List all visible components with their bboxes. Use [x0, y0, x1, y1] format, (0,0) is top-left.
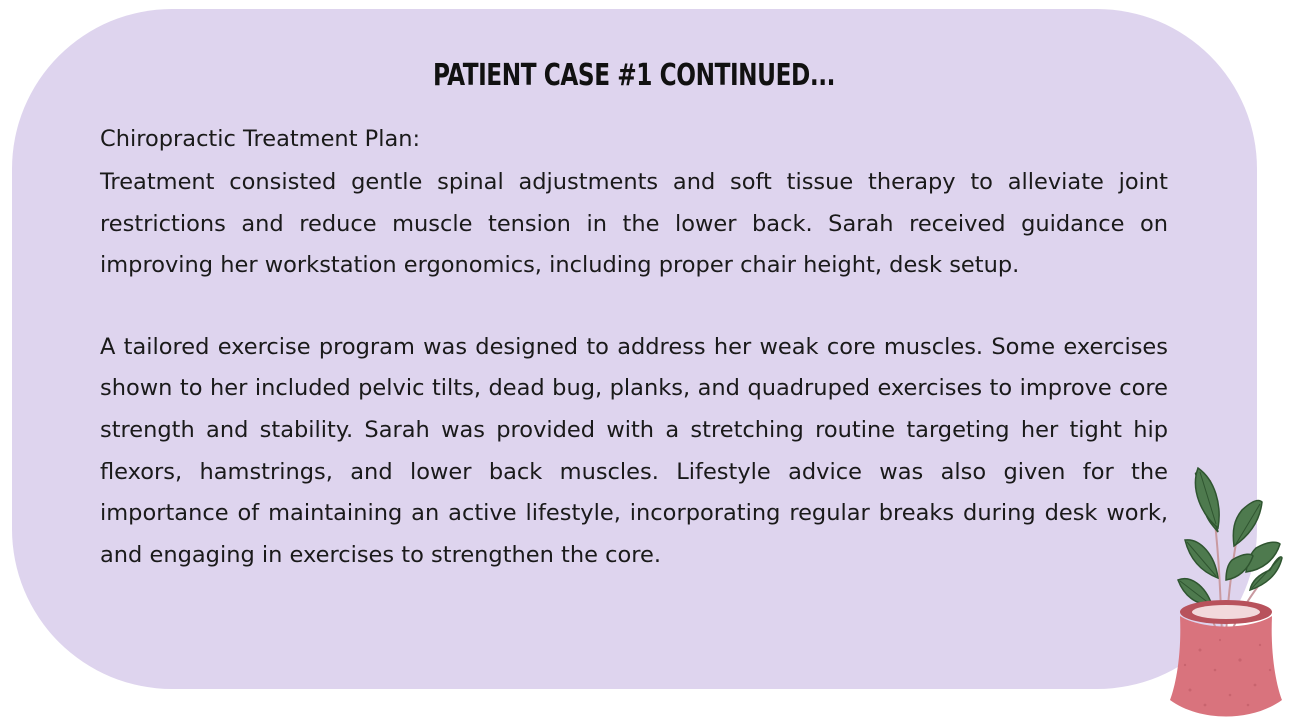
paragraph-spacer	[100, 287, 1168, 327]
exercise-paragraph: A tailored exercise program was designed to address her weak core muscles. Some exercises shown to her included pelvic tilts, dead bug, planks, and quadruped exercises to improve core strength and stability. Sarah was provided with a stretching routine targeting her tight hip flexors, hamstrings, and lower back muscles. Lifestyle advice was also given for the importance of maintaining an active lifestyle, incorporating regular breaks during desk work, and engaging in exercises to strengthen the core.	[100, 333, 1168, 568]
section-heading: Chiropractic Treatment Plan:	[100, 126, 421, 152]
treatment-paragraph: Treatment consisted gentle spinal adjustments and soft tissue therapy to alleviate joint restrictions and reduce muscle tension in the lower back. Sarah received guidance on improving her workstation ergonomics, including proper chair height, desk setup.	[100, 169, 1168, 279]
potted-plant-icon	[1160, 460, 1291, 720]
pot-body	[1170, 616, 1282, 717]
case-content	[100, 120, 1168, 576]
pot-opening	[1192, 605, 1260, 619]
page-title: PATIENT CASE #1 CONTINUED...	[432, 58, 836, 93]
